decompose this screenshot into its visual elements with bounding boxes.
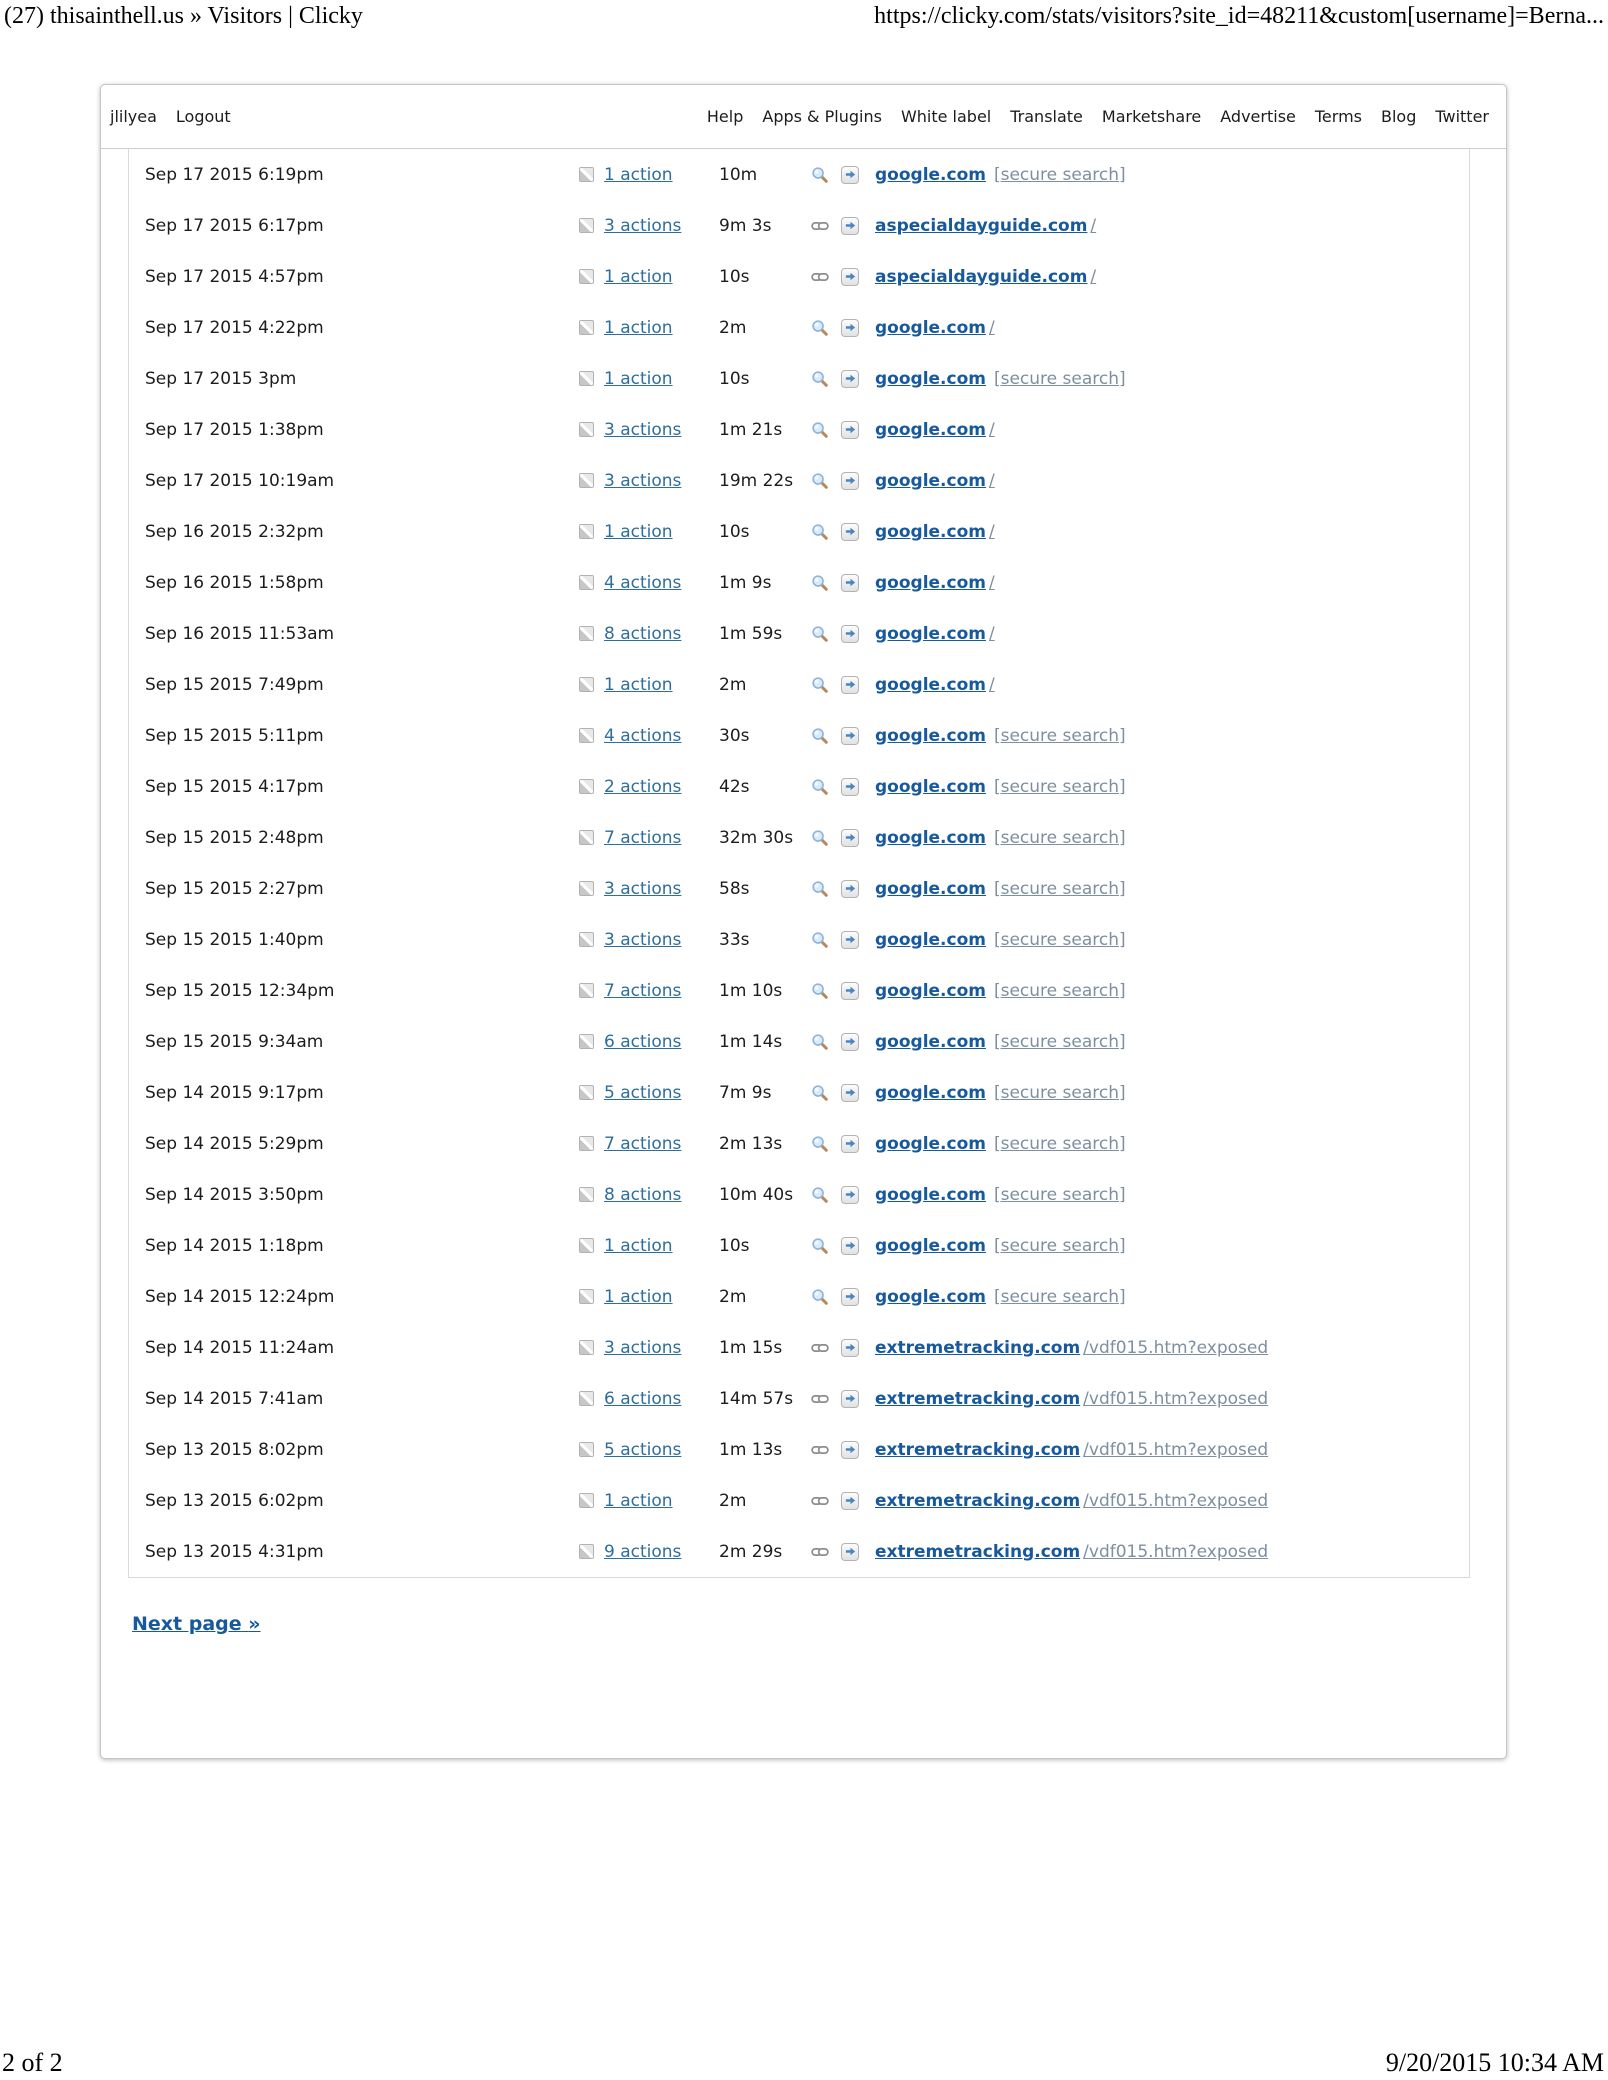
actions-link[interactable]: 7 actions — [604, 827, 682, 848]
menu-item-marketshare[interactable]: Marketshare — [1101, 107, 1202, 126]
goto-referrer-button[interactable] — [841, 1492, 859, 1510]
actions-link[interactable]: 3 actions — [604, 1337, 682, 1358]
session-icon[interactable] — [579, 779, 594, 794]
menu-item-advertise[interactable]: Advertise — [1220, 107, 1296, 126]
referrer-domain-link[interactable]: extremetracking.com — [875, 1388, 1081, 1409]
next-page-link[interactable] — [132, 1613, 261, 1635]
secure-search-link[interactable]: [secure search] — [993, 878, 1126, 899]
link-icon — [811, 217, 841, 235]
session-icon[interactable] — [579, 932, 594, 947]
visit-datetime: Sep 14 2015 12:24pm — [145, 1286, 335, 1307]
visitor-row — [129, 1424, 1469, 1475]
secure-search-link[interactable]: [secure search] — [993, 827, 1126, 848]
visit-duration: 1m 59s — [719, 623, 783, 644]
visit-duration: 10m 40s — [719, 1184, 794, 1205]
referrer-domain-link[interactable]: aspecialdayguide.com — [875, 215, 1088, 236]
actions-link[interactable]: 3 actions — [604, 878, 682, 899]
referrer-domain-link[interactable]: google.com — [875, 878, 986, 899]
visit-datetime: Sep 13 2015 6:02pm — [145, 1490, 324, 1511]
session-icon[interactable] — [579, 1238, 594, 1253]
visit-duration: 9m 3s — [719, 215, 772, 236]
referrer-path-link[interactable]: / — [988, 674, 995, 695]
visitor-row — [129, 1475, 1469, 1526]
session-icon[interactable] — [579, 1034, 594, 1049]
username-link[interactable]: jlilyea — [110, 107, 157, 126]
visitor-row — [129, 1067, 1469, 1118]
visit-duration: 10s — [719, 1235, 750, 1256]
visit-datetime: Sep 17 2015 10:19am — [145, 470, 335, 491]
actions-link[interactable]: 3 actions — [604, 419, 682, 440]
visit-datetime: Sep 15 2015 5:11pm — [145, 725, 324, 746]
visit-datetime: Sep 14 2015 3:50pm — [145, 1184, 324, 1205]
session-icon[interactable] — [579, 1340, 594, 1355]
referrer-path-link[interactable]: /vdf015.htm?exposed — [1083, 1490, 1269, 1511]
referrer-domain-link[interactable]: google.com — [875, 1235, 986, 1256]
visit-duration: 14m 57s — [719, 1388, 794, 1409]
visitor-row — [129, 914, 1469, 965]
referrer-path-link[interactable]: / — [988, 470, 995, 491]
visit-datetime: Sep 14 2015 11:24am — [145, 1337, 335, 1358]
visit-duration: 1m 13s — [719, 1439, 783, 1460]
search-icon — [811, 523, 841, 541]
link-icon — [811, 268, 841, 286]
search-icon — [811, 1135, 841, 1153]
referrer-domain-link[interactable]: google.com — [875, 317, 986, 338]
user-bar-left — [110, 107, 231, 126]
actions-link[interactable]: 1 action — [604, 266, 673, 287]
search-icon — [811, 778, 841, 796]
session-icon[interactable] — [579, 371, 594, 386]
goto-referrer-button[interactable] — [841, 1033, 859, 1051]
referrer-path-link[interactable]: / — [988, 521, 995, 542]
print-timestamp: 9/20/2015 10:34 AM — [1385, 2048, 1604, 2077]
actions-link[interactable]: 3 actions — [604, 215, 682, 236]
secure-search-link[interactable]: [secure search] — [993, 1184, 1126, 1205]
goto-referrer-button[interactable] — [841, 982, 859, 1000]
search-icon — [811, 1237, 841, 1255]
visit-datetime: Sep 15 2015 4:17pm — [145, 776, 324, 797]
referrer-domain-link[interactable]: google.com — [875, 980, 986, 1001]
referrer-domain-link[interactable]: google.com — [875, 1286, 986, 1307]
referrer-path-link[interactable]: / — [988, 317, 995, 338]
visit-datetime: Sep 16 2015 11:53am — [145, 623, 335, 644]
referrer-path-link[interactable]: / — [1090, 266, 1097, 287]
referrer-domain-link[interactable]: google.com — [875, 164, 986, 185]
visitor-row — [129, 863, 1469, 914]
visit-duration: 33s — [719, 929, 750, 950]
link-icon — [811, 1441, 841, 1459]
visit-datetime: Sep 17 2015 6:19pm — [145, 164, 324, 185]
visitor-row — [129, 1118, 1469, 1169]
visit-duration: 2m — [719, 1286, 747, 1307]
session-icon[interactable] — [579, 1544, 594, 1559]
visitor-row — [129, 1322, 1469, 1373]
goto-referrer-button[interactable] — [841, 319, 859, 337]
referrer-path-link[interactable]: / — [988, 419, 995, 440]
goto-referrer-button[interactable] — [841, 421, 859, 439]
goto-referrer-button[interactable] — [841, 931, 859, 949]
referrer-domain-link[interactable]: extremetracking.com — [875, 1337, 1081, 1358]
session-icon[interactable] — [579, 320, 594, 335]
visit-datetime: Sep 17 2015 4:57pm — [145, 266, 324, 287]
goto-referrer-button[interactable] — [841, 778, 859, 796]
actions-link[interactable]: 1 action — [604, 164, 673, 185]
visit-duration: 2m — [719, 1490, 747, 1511]
menu-item-twitter[interactable]: Twitter — [1435, 107, 1489, 126]
visit-duration: 1m 10s — [719, 980, 783, 1001]
search-icon — [811, 727, 841, 745]
visitor-row — [129, 455, 1469, 506]
goto-referrer-button[interactable] — [841, 625, 859, 643]
goto-referrer-button[interactable] — [841, 472, 859, 490]
menu-item-help[interactable]: Help — [706, 107, 744, 126]
referrer-path-link[interactable]: / — [988, 572, 995, 593]
visit-duration: 10s — [719, 266, 750, 287]
goto-referrer-button[interactable] — [841, 676, 859, 694]
actions-link[interactable]: 1 action — [604, 1490, 673, 1511]
visit-duration: 10s — [719, 521, 750, 542]
link-icon — [811, 1492, 841, 1510]
visitor-row — [129, 506, 1469, 557]
secure-search-link[interactable]: [secure search] — [993, 1031, 1126, 1052]
referrer-domain-link[interactable]: google.com — [875, 470, 986, 491]
next-page-arrows-icon: » — [248, 1613, 261, 1635]
referrer-path-link[interactable]: /vdf015.htm?exposed — [1083, 1337, 1269, 1358]
actions-link[interactable]: 7 actions — [604, 1133, 682, 1154]
search-icon — [811, 625, 841, 643]
referrer-domain-link[interactable]: google.com — [875, 827, 986, 848]
actions-link[interactable]: 9 actions — [604, 1541, 682, 1562]
print-page-title: (27) thisainthell.us » Visitors | Clicky — [4, 3, 363, 29]
visit-datetime: Sep 13 2015 8:02pm — [145, 1439, 324, 1460]
visit-duration: 10s — [719, 368, 750, 389]
secure-search-link[interactable]: [secure search] — [993, 1286, 1126, 1307]
visit-datetime: Sep 16 2015 1:58pm — [145, 572, 324, 593]
session-icon[interactable] — [579, 575, 594, 590]
visitor-row — [129, 1169, 1469, 1220]
session-icon[interactable] — [579, 1187, 594, 1202]
secure-search-link[interactable]: [secure search] — [993, 929, 1126, 950]
search-icon — [811, 574, 841, 592]
visit-datetime: Sep 14 2015 7:41am — [145, 1388, 324, 1409]
goto-referrer-button[interactable] — [841, 574, 859, 592]
search-icon — [811, 166, 841, 184]
visit-duration: 1m 14s — [719, 1031, 783, 1052]
secure-search-link[interactable]: [secure search] — [993, 1235, 1126, 1256]
visit-duration: 10m — [719, 164, 758, 185]
actions-link[interactable]: 3 actions — [604, 929, 682, 950]
goto-referrer-button[interactable] — [841, 1288, 859, 1306]
session-icon[interactable] — [579, 677, 594, 692]
search-icon — [811, 421, 841, 439]
referrer-domain-link[interactable]: extremetracking.com — [875, 1541, 1081, 1562]
goto-referrer-button[interactable] — [841, 829, 859, 847]
secure-search-link[interactable]: [secure search] — [993, 980, 1126, 1001]
actions-link[interactable]: 8 actions — [604, 623, 682, 644]
goto-referrer-button[interactable] — [841, 880, 859, 898]
logout-link[interactable]: Logout — [175, 107, 231, 126]
session-icon[interactable] — [579, 218, 594, 233]
link-icon — [811, 1543, 841, 1561]
visit-datetime: Sep 17 2015 1:38pm — [145, 419, 324, 440]
actions-link[interactable]: 6 actions — [604, 1031, 682, 1052]
session-icon[interactable] — [579, 728, 594, 743]
visit-duration: 1m 21s — [719, 419, 783, 440]
referrer-domain-link[interactable]: google.com — [875, 776, 986, 797]
visit-datetime: Sep 14 2015 1:18pm — [145, 1235, 324, 1256]
goto-referrer-button[interactable] — [841, 1543, 859, 1561]
session-icon[interactable] — [579, 881, 594, 896]
session-icon[interactable] — [579, 1391, 594, 1406]
goto-referrer-button[interactable] — [841, 370, 859, 388]
search-icon — [811, 472, 841, 490]
referrer-domain-link[interactable]: google.com — [875, 623, 986, 644]
actions-link[interactable]: 7 actions — [604, 980, 682, 1001]
session-icon[interactable] — [579, 473, 594, 488]
goto-referrer-button[interactable] — [841, 1237, 859, 1255]
goto-referrer-button[interactable] — [841, 1135, 859, 1153]
search-icon — [811, 319, 841, 337]
next-page-label: Next page — [132, 1613, 242, 1635]
visit-datetime: Sep 15 2015 2:27pm — [145, 878, 324, 899]
visitor-row — [129, 1526, 1469, 1577]
link-icon — [811, 1339, 841, 1357]
visit-datetime: Sep 15 2015 2:48pm — [145, 827, 324, 848]
actions-link[interactable]: 1 action — [604, 317, 673, 338]
visitor-row — [129, 404, 1469, 455]
visit-datetime: Sep 15 2015 7:49pm — [145, 674, 324, 695]
session-icon[interactable] — [579, 626, 594, 641]
clicky-content-panel — [100, 84, 1507, 1759]
search-icon — [811, 829, 841, 847]
actions-link[interactable]: 8 actions — [604, 1184, 682, 1205]
actions-link[interactable]: 5 actions — [604, 1082, 682, 1103]
goto-referrer-button[interactable] — [841, 166, 859, 184]
actions-link[interactable]: 6 actions — [604, 1388, 682, 1409]
secure-search-link[interactable]: [secure search] — [993, 368, 1126, 389]
visitor-row — [129, 812, 1469, 863]
session-icon[interactable] — [579, 1289, 594, 1304]
top-menu — [707, 107, 1489, 126]
visitor-row — [129, 302, 1469, 353]
referrer-domain-link[interactable]: google.com — [875, 572, 986, 593]
session-icon[interactable] — [579, 1442, 594, 1457]
goto-referrer-button[interactable] — [841, 523, 859, 541]
visitor-row — [129, 761, 1469, 812]
referrer-domain-link[interactable]: google.com — [875, 1184, 986, 1205]
referrer-domain-link[interactable]: google.com — [875, 725, 986, 746]
secure-search-link[interactable]: [secure search] — [993, 725, 1126, 746]
actions-link[interactable]: 1 action — [604, 1286, 673, 1307]
search-icon — [811, 676, 841, 694]
link-icon — [811, 1390, 841, 1408]
actions-link[interactable]: 4 actions — [604, 725, 682, 746]
search-icon — [811, 931, 841, 949]
actions-link[interactable]: 1 action — [604, 368, 673, 389]
visitor-row — [129, 557, 1469, 608]
search-icon — [811, 982, 841, 1000]
referrer-domain-link[interactable]: google.com — [875, 368, 986, 389]
session-icon[interactable] — [579, 983, 594, 998]
search-icon — [811, 1084, 841, 1102]
visitor-row — [129, 965, 1469, 1016]
visitor-row — [129, 710, 1469, 761]
actions-link[interactable]: 1 action — [604, 521, 673, 542]
referrer-path-link[interactable]: /vdf015.htm?exposed — [1083, 1541, 1269, 1562]
secure-search-link[interactable]: [secure search] — [993, 1082, 1126, 1103]
referrer-domain-link[interactable]: google.com — [875, 929, 986, 950]
search-icon — [811, 1288, 841, 1306]
visit-duration: 7m 9s — [719, 1082, 772, 1103]
referrer-path-link[interactable]: / — [988, 623, 995, 644]
session-icon[interactable] — [579, 524, 594, 539]
visitors-table — [128, 149, 1470, 1578]
referrer-domain-link[interactable]: google.com — [875, 419, 986, 440]
visitor-row — [129, 608, 1469, 659]
visit-duration: 32m 30s — [719, 827, 794, 848]
visitor-row — [129, 200, 1469, 251]
visitor-row — [129, 1220, 1469, 1271]
session-icon[interactable] — [579, 1493, 594, 1508]
visit-duration: 2m 13s — [719, 1133, 783, 1154]
referrer-domain-link[interactable]: extremetracking.com — [875, 1439, 1081, 1460]
referrer-domain-link[interactable]: google.com — [875, 1133, 986, 1154]
referrer-path-link[interactable]: / — [1090, 215, 1097, 236]
actions-link[interactable]: 4 actions — [604, 572, 682, 593]
visit-duration: 30s — [719, 725, 750, 746]
menu-item-apps-plugins[interactable]: Apps & Plugins — [762, 107, 882, 126]
referrer-domain-link[interactable]: aspecialdayguide.com — [875, 266, 1088, 287]
goto-referrer-button[interactable] — [841, 268, 859, 286]
visit-datetime: Sep 17 2015 6:17pm — [145, 215, 324, 236]
visit-datetime: Sep 14 2015 5:29pm — [145, 1133, 324, 1154]
visitor-row — [129, 1271, 1469, 1322]
visitor-row — [129, 149, 1469, 200]
visit-duration: 42s — [719, 776, 750, 797]
session-icon[interactable] — [579, 167, 594, 182]
visit-datetime: Sep 15 2015 12:34pm — [145, 980, 335, 1001]
session-icon[interactable] — [579, 269, 594, 284]
search-icon — [811, 1033, 841, 1051]
visit-duration: 58s — [719, 878, 750, 899]
goto-referrer-button[interactable] — [841, 1084, 859, 1102]
actions-link[interactable]: 5 actions — [604, 1439, 682, 1460]
visitor-row — [129, 1373, 1469, 1424]
secure-search-link[interactable]: [secure search] — [993, 164, 1126, 185]
visit-duration: 2m — [719, 674, 747, 695]
search-icon — [811, 370, 841, 388]
goto-referrer-button[interactable] — [841, 1441, 859, 1459]
menu-item-translate[interactable]: Translate — [1010, 107, 1083, 126]
visit-datetime: Sep 17 2015 4:22pm — [145, 317, 324, 338]
session-icon[interactable] — [579, 830, 594, 845]
visit-duration: 2m 29s — [719, 1541, 783, 1562]
visit-datetime: Sep 15 2015 1:40pm — [145, 929, 324, 950]
secure-search-link[interactable]: [secure search] — [993, 1133, 1126, 1154]
visit-datetime: Sep 15 2015 9:34am — [145, 1031, 324, 1052]
search-icon — [811, 880, 841, 898]
goto-referrer-button[interactable] — [841, 1339, 859, 1357]
referrer-path-link[interactable]: /vdf015.htm?exposed — [1083, 1439, 1269, 1460]
referrer-domain-link[interactable]: google.com — [875, 674, 986, 695]
session-icon[interactable] — [579, 1136, 594, 1151]
print-page-url: https://clicky.com/stats/visitors?site_id=48211&custom[username]=Berna... — [874, 3, 1604, 29]
search-icon — [811, 1186, 841, 1204]
referrer-path-link[interactable]: /vdf015.htm?exposed — [1083, 1388, 1269, 1409]
visit-datetime: Sep 16 2015 2:32pm — [145, 521, 324, 542]
visitor-row — [129, 353, 1469, 404]
session-icon[interactable] — [579, 1085, 594, 1100]
visit-duration: 1m 9s — [719, 572, 772, 593]
referrer-domain-link[interactable]: google.com — [875, 1082, 986, 1103]
actions-link[interactable]: 1 action — [604, 674, 673, 695]
visit-duration: 2m — [719, 317, 747, 338]
user-bar — [101, 85, 1506, 149]
menu-item-white-label[interactable]: White label — [900, 107, 992, 126]
goto-referrer-button[interactable] — [841, 1186, 859, 1204]
visitor-row — [129, 659, 1469, 710]
menu-item-blog[interactable]: Blog — [1381, 107, 1417, 126]
visitor-row — [129, 251, 1469, 302]
session-icon[interactable] — [579, 422, 594, 437]
referrer-domain-link[interactable]: extremetracking.com — [875, 1490, 1081, 1511]
referrer-domain-link[interactable]: google.com — [875, 521, 986, 542]
referrer-domain-link[interactable]: google.com — [875, 1031, 986, 1052]
goto-referrer-button[interactable] — [841, 217, 859, 235]
visit-duration: 1m 15s — [719, 1337, 783, 1358]
actions-link[interactable]: 3 actions — [604, 470, 682, 491]
visit-duration: 19m 22s — [719, 470, 794, 491]
actions-link[interactable]: 2 actions — [604, 776, 682, 797]
print-footer — [2, 2046, 1604, 2078]
visit-datetime: Sep 17 2015 3pm — [145, 368, 297, 389]
print-header — [4, 3, 1604, 33]
secure-search-link[interactable]: [secure search] — [993, 776, 1126, 797]
visitor-row — [129, 1016, 1469, 1067]
menu-item-terms[interactable]: Terms — [1314, 107, 1362, 126]
page-number: 2 of 2 — [2, 2048, 63, 2077]
visit-datetime: Sep 13 2015 4:31pm — [145, 1541, 324, 1562]
goto-referrer-button[interactable] — [841, 1390, 859, 1408]
actions-link[interactable]: 1 action — [604, 1235, 673, 1256]
goto-referrer-button[interactable] — [841, 727, 859, 745]
visit-datetime: Sep 14 2015 9:17pm — [145, 1082, 324, 1103]
